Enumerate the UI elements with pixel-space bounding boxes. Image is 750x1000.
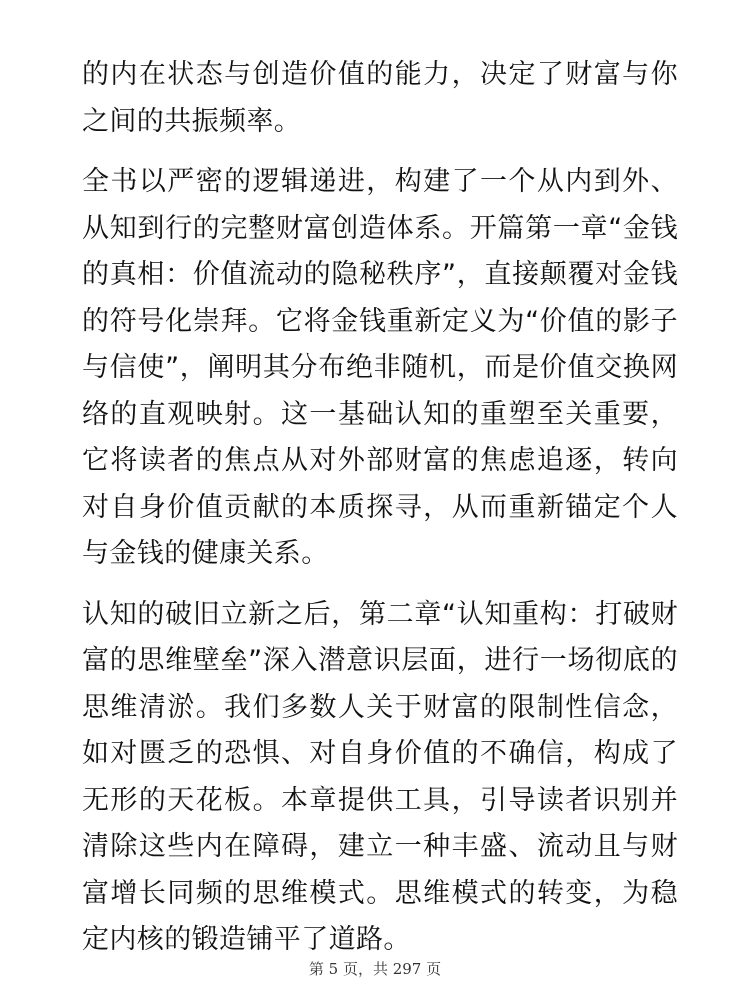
paragraph-3: 认知的破旧立新之后，第二章“认知重构：打破财富的思维壁垒”深入潜意识层面，进行一场彻底的思维清淤。我们多数人关于财富的限制性信念，如对匮乏的恐惧、对自身价值的不确信，构成了无形的天花板。本章提供工具，引导读者识别并清除这些内在障碍，建立一种丰盛、流动且与财富增长同频的思维模式。思维模式的转变，为稳定内核的锻造铺平了道路。 [82,598,678,955]
page-number: 第 5 页，共 297 页 [308,960,442,978]
paragraph-1: 的内在状态与创造价值的能力，决定了财富与你之间的共振频率。 [82,59,678,137]
paragraph-2: 全书以严密的逻辑递进，构建了一个从内到外、从知到行的完整财富创造体系。开篇第一章“金钱的真相：价值流动的隐秘秩序”，直接颠覆对金钱的符号化崇拜。它将金钱重新定义为“价值的影子与信使”，阐明其分布绝非随机，而是价值交换网络的直观映射。这一基础认知的重塑至关重要，它将读者的焦点从对外部财富的焦虑追逐，转向对自身价值贡献的本质探寻，从而重新锚定个人与金钱的健康关系。 [82,166,678,569]
body-text [82,52,678,964]
